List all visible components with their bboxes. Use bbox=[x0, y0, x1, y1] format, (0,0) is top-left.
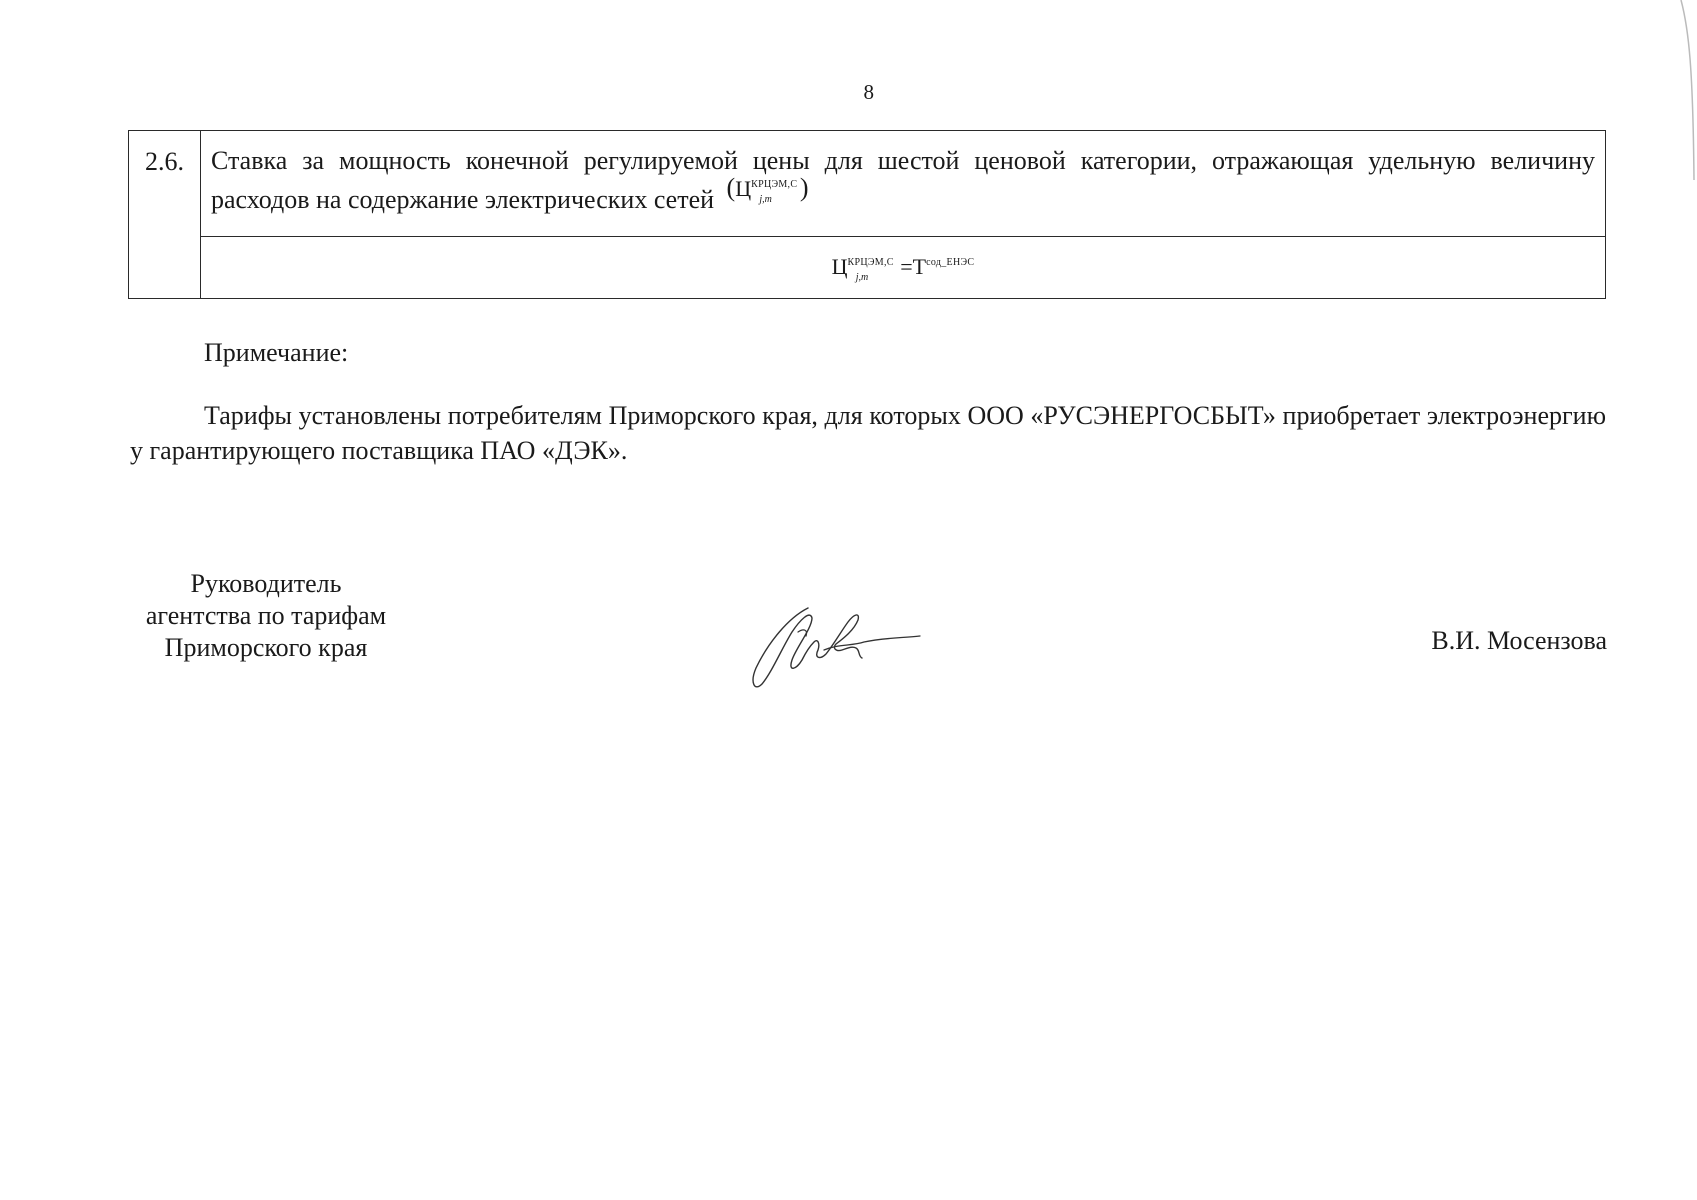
description-text: Ставка за мощность конечной регулируемой цены для шестой ценовой категории, отражающая удельную величину расходов на содержание электрических сетей bbox=[211, 146, 1595, 214]
table-row bbox=[129, 131, 1606, 237]
symbol-superscript: КРЦЭМ,С bbox=[751, 179, 798, 190]
formula-cell bbox=[201, 237, 1606, 299]
formula bbox=[831, 253, 975, 283]
signer-title bbox=[118, 568, 414, 664]
formula-rhs-superscript: сод_ЕНЭС bbox=[926, 256, 975, 268]
symbol-subscript: j,m bbox=[759, 194, 772, 205]
symbol-main: Ц bbox=[735, 176, 752, 201]
table-row bbox=[129, 237, 1606, 299]
formula-main: Ц bbox=[831, 253, 848, 279]
tariff-table bbox=[128, 130, 1606, 299]
symbol-open-paren: ( bbox=[726, 173, 736, 202]
signer-title-line: агентства по тарифам bbox=[145, 601, 387, 630]
formula-superscript: КРЦЭМ,С bbox=[847, 256, 894, 268]
description-cell bbox=[201, 131, 1606, 237]
description-symbol bbox=[726, 173, 809, 205]
symbol-close-paren: ) bbox=[799, 173, 809, 202]
signer-title-line: Приморского края bbox=[164, 633, 368, 662]
row-number-cell bbox=[129, 131, 201, 299]
note-text: Тарифы установлены потребителям Приморского края, для которых ООО «РУСЭНЕРГОСБЫТ» приобретает электроэнергию у гарантирующего поставщика ПАО «ДЭК». bbox=[130, 401, 1606, 465]
page-number: 8 bbox=[863, 80, 875, 104]
signer-name: В.И. Мосензова bbox=[1431, 626, 1607, 655]
row-number: 2.6. bbox=[145, 147, 184, 176]
handwritten-signature bbox=[748, 598, 926, 694]
scan-edge bbox=[1679, 0, 1697, 180]
signer-title-line: Руководитель bbox=[190, 569, 342, 598]
note-label: Примечание: bbox=[204, 338, 349, 367]
formula-equals: =Т bbox=[900, 253, 927, 279]
formula-subscript: j,m bbox=[855, 271, 869, 283]
